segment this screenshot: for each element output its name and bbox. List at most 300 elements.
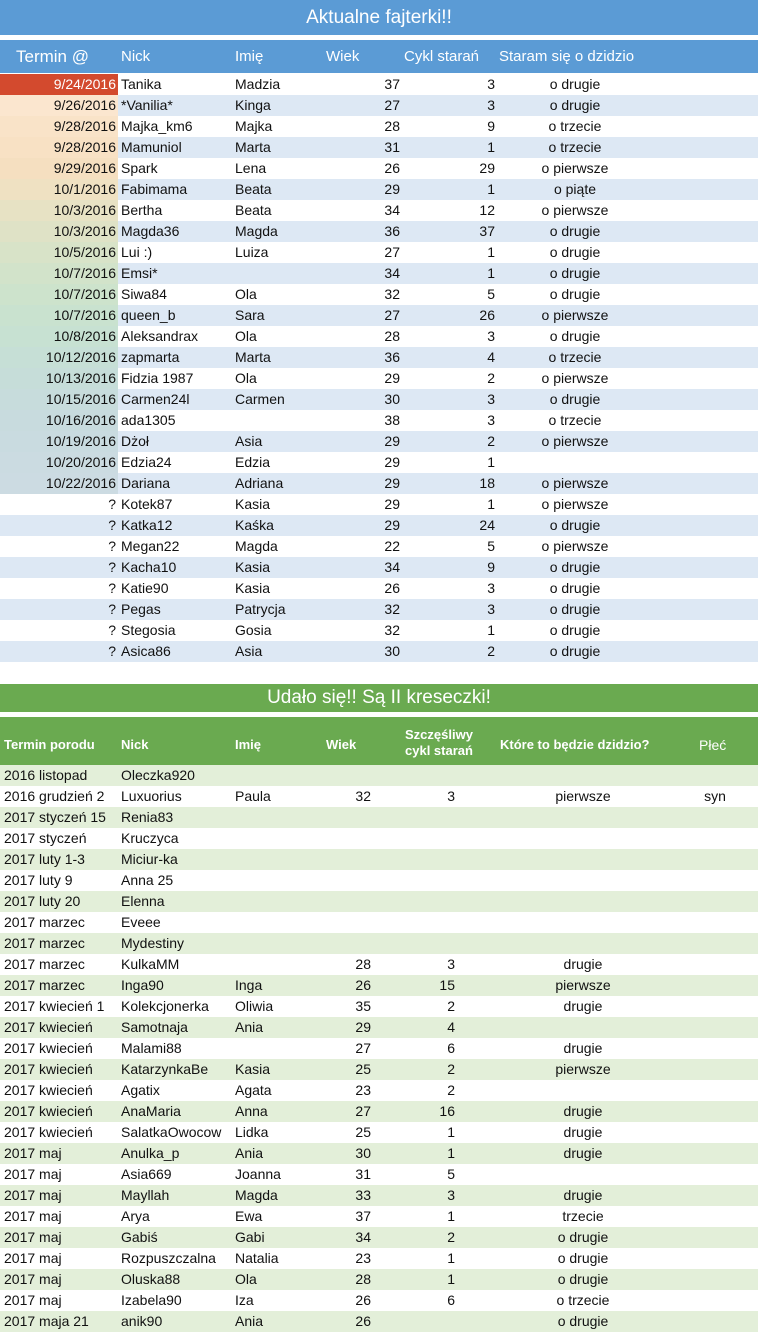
trying-cell: o pierwsze <box>541 160 609 176</box>
name-cell: Marta <box>235 139 271 155</box>
date-cell: 10/16/2016 <box>0 410 118 431</box>
table-row[interactable] <box>0 1164 758 1185</box>
table-row[interactable] <box>0 912 758 933</box>
date-cell: 10/20/2016 <box>0 452 118 473</box>
cycle-cell: 3 <box>487 601 495 617</box>
due-date-cell: 2017 styczeń <box>4 830 87 846</box>
cycle-cell: 4 <box>447 1019 455 1035</box>
table-row[interactable] <box>0 347 758 368</box>
trying-cell: o drugie <box>549 391 601 407</box>
table-row[interactable] <box>0 368 758 389</box>
cycle-cell: 2 <box>447 1082 455 1098</box>
table-row[interactable] <box>0 452 758 473</box>
nick-cell: Renia83 <box>121 809 174 825</box>
cycle-cell: 1 <box>487 244 495 260</box>
cycle-cell: 1 <box>447 1271 455 1287</box>
cycle-cell: 1 <box>447 1145 455 1161</box>
age-cell: 28 <box>355 1271 371 1287</box>
name-cell: Gosia <box>235 622 272 638</box>
table-row[interactable] <box>0 557 758 578</box>
nick-cell: Spark <box>121 160 158 176</box>
table-row[interactable] <box>0 263 758 284</box>
header-trying[interactable]: Staram się o dzidzio <box>499 48 635 65</box>
trying-cell: o drugie <box>549 643 601 659</box>
cycle-cell: 26 <box>479 307 495 323</box>
nick-cell: Majka_km6 <box>121 118 193 134</box>
name-cell: Luiza <box>235 244 269 260</box>
age-cell: 32 <box>355 788 371 804</box>
date-cell: ? <box>108 622 116 638</box>
table-row[interactable] <box>0 954 758 975</box>
which-cell: pierwsze <box>555 977 611 993</box>
section2-title: Udało się!! Są II kreseczki! <box>0 684 758 712</box>
due-date-cell: 2017 kwiecień <box>4 1061 93 1077</box>
date-cell: ? <box>108 601 116 617</box>
trying-cell: o pierwsze <box>541 475 609 491</box>
date-cell: 10/8/2016 <box>0 326 118 347</box>
table-row[interactable] <box>0 431 758 452</box>
nick-cell: Agatix <box>121 1082 160 1098</box>
table-row[interactable] <box>0 74 758 95</box>
header-cycle-line1[interactable]: Szczęśliwy <box>405 727 473 742</box>
nick-cell: SalatkaOwocow <box>121 1124 222 1140</box>
date-cell: 10/22/2016 <box>0 473 118 494</box>
due-date-cell: 2017 marzec <box>4 956 85 972</box>
table-row[interactable] <box>0 242 758 263</box>
date-cell: ? <box>108 517 116 533</box>
cycle-cell: 3 <box>487 97 495 113</box>
table-row[interactable] <box>0 849 758 870</box>
table-row[interactable] <box>0 1185 758 1206</box>
table-row[interactable] <box>0 1248 758 1269</box>
age-cell: 38 <box>384 412 400 428</box>
due-date-cell: 2017 kwiecień <box>4 1103 93 1119</box>
header-sex[interactable]: Płeć <box>699 737 727 753</box>
name-cell: Ewa <box>235 1208 263 1224</box>
age-cell: 26 <box>355 977 371 993</box>
cycle-cell: 1 <box>487 265 495 281</box>
age-cell: 28 <box>384 118 400 134</box>
due-date-cell: 2017 luty 1-3 <box>4 851 85 867</box>
age-cell: 37 <box>355 1208 371 1224</box>
due-date-cell: 2017 maj <box>4 1271 62 1287</box>
which-cell: o trzecie <box>556 1292 610 1308</box>
cycle-cell: 5 <box>487 538 495 554</box>
name-cell: Kaśka <box>235 517 274 533</box>
age-cell: 27 <box>355 1103 371 1119</box>
header-cycle[interactable]: Cykl starań <box>404 48 480 65</box>
header-cycle-line2[interactable]: cykl starań <box>405 743 473 758</box>
age-cell: 32 <box>384 286 400 302</box>
nick-cell: Dariana <box>121 475 171 491</box>
name-cell: Lidka <box>235 1124 269 1140</box>
age-cell: 29 <box>355 1019 371 1035</box>
which-cell: o drugie <box>557 1229 609 1245</box>
age-cell: 28 <box>355 956 371 972</box>
trying-cell: o pierwsze <box>541 202 609 218</box>
which-cell: trzecie <box>562 1208 604 1224</box>
cycle-cell: 2 <box>447 1061 455 1077</box>
nick-cell: Dżoł <box>121 433 150 449</box>
nick-cell: Fidzia 1987 <box>121 370 194 386</box>
name-cell: Ola <box>235 286 257 302</box>
cycle-cell: 2 <box>447 998 455 1014</box>
cycle-cell: 1 <box>447 1250 455 1266</box>
trying-cell: o drugie <box>549 622 601 638</box>
age-cell: 34 <box>384 559 400 575</box>
header-age[interactable]: Wiek <box>326 48 360 65</box>
nick-cell: Anna 25 <box>121 872 174 888</box>
trying-cell: o trzecie <box>548 139 602 155</box>
age-cell: 34 <box>384 265 400 281</box>
name-cell: Asia <box>235 643 263 659</box>
cycle-cell: 3 <box>487 328 495 344</box>
age-cell: 30 <box>384 643 400 659</box>
date-cell: 10/19/2016 <box>0 431 118 452</box>
age-cell: 23 <box>355 1250 371 1266</box>
section2-table <box>0 765 758 1332</box>
cycle-cell: 9 <box>487 559 495 575</box>
name-cell: Kasia <box>235 1061 271 1077</box>
age-cell: 22 <box>384 538 400 554</box>
age-cell: 31 <box>355 1166 371 1182</box>
nick-cell: queen_b <box>121 307 176 323</box>
cycle-cell: 1 <box>447 1124 455 1140</box>
cycle-cell: 1 <box>487 139 495 155</box>
age-cell: 27 <box>384 307 400 323</box>
nick-cell: Elenna <box>121 893 165 909</box>
cycle-cell: 5 <box>447 1166 455 1182</box>
header-name[interactable]: Imię <box>235 737 262 752</box>
trying-cell: o pierwsze <box>541 538 609 554</box>
table-row[interactable] <box>0 1143 758 1164</box>
date-cell: 10/15/2016 <box>0 389 118 410</box>
table-row[interactable] <box>0 1059 758 1080</box>
table-row[interactable] <box>0 1122 758 1143</box>
cycle-cell: 1 <box>487 622 495 638</box>
table-row[interactable] <box>0 786 758 807</box>
table-row[interactable] <box>0 305 758 326</box>
trying-cell: o drugie <box>549 265 601 281</box>
date-cell: ? <box>108 580 116 596</box>
age-cell: 29 <box>384 475 400 491</box>
age-cell: 25 <box>355 1124 371 1140</box>
trying-cell: o drugie <box>549 286 601 302</box>
cycle-cell: 1 <box>487 496 495 512</box>
which-cell: o drugie <box>557 1271 609 1287</box>
cycle-cell: 15 <box>439 977 455 993</box>
nick-cell: Anulka_p <box>121 1145 180 1161</box>
due-date-cell: 2017 kwiecień <box>4 1019 93 1035</box>
trying-cell: o drugie <box>549 328 601 344</box>
sex-cell: syn <box>704 788 726 804</box>
age-cell: 34 <box>384 202 400 218</box>
table-row[interactable] <box>0 200 758 221</box>
date-cell: ? <box>108 643 116 659</box>
nick-cell: Asia669 <box>121 1166 172 1182</box>
table-row[interactable] <box>0 828 758 849</box>
table-row[interactable] <box>0 1038 758 1059</box>
name-cell: Joanna <box>235 1166 281 1182</box>
cycle-cell: 37 <box>479 223 495 239</box>
trying-cell: o drugie <box>549 601 601 617</box>
due-date-cell: 2017 maj <box>4 1229 62 1245</box>
table-row[interactable] <box>0 641 758 662</box>
nick-cell: Kotek87 <box>121 496 173 512</box>
table-row[interactable] <box>0 870 758 891</box>
nick-cell: Rozpuszczalna <box>121 1250 216 1266</box>
name-cell: Oliwia <box>235 998 274 1014</box>
header-nick[interactable]: Nick <box>121 737 149 752</box>
nick-cell: zapmarta <box>121 349 180 365</box>
name-cell: Beata <box>235 181 272 197</box>
due-date-cell: 2017 styczeń 15 <box>4 809 106 825</box>
which-cell: pierwsze <box>555 788 611 804</box>
cycle-cell: 3 <box>447 956 455 972</box>
section2-header-row <box>0 717 758 767</box>
due-date-cell: 2016 grudzień 2 <box>4 788 105 804</box>
cycle-cell: 2 <box>487 370 495 386</box>
header-date[interactable]: Termin @ <box>16 47 89 66</box>
age-cell: 30 <box>384 391 400 407</box>
nick-cell: Edzia24 <box>121 454 172 470</box>
table-row[interactable] <box>0 326 758 347</box>
trying-cell: o pierwsze <box>541 307 609 323</box>
due-date-cell: 2017 marzec <box>4 935 85 951</box>
which-cell: drugie <box>563 1187 603 1203</box>
cycle-cell: 5 <box>487 286 495 302</box>
table-row[interactable] <box>0 158 758 179</box>
table-row[interactable] <box>0 536 758 557</box>
due-date-cell: 2017 maj <box>4 1292 62 1308</box>
nick-cell: Arya <box>121 1208 150 1224</box>
header-which[interactable]: Które to będzie dzidzio? <box>500 737 650 752</box>
due-date-cell: 2017 kwiecień <box>4 1124 93 1140</box>
table-row[interactable] <box>0 975 758 996</box>
cycle-cell: 18 <box>479 475 495 491</box>
nick-cell: Gabiś <box>121 1229 158 1245</box>
table-row[interactable] <box>0 515 758 536</box>
nick-cell: Luxuorius <box>121 788 182 804</box>
which-cell: drugie <box>563 1040 603 1056</box>
table-row[interactable] <box>0 473 758 494</box>
trying-cell: o drugie <box>549 97 601 113</box>
nick-cell: Magda36 <box>121 223 180 239</box>
date-cell: 9/24/2016 <box>0 74 118 95</box>
age-cell: 36 <box>384 223 400 239</box>
name-cell: Majka <box>235 118 273 134</box>
age-cell: 26 <box>384 580 400 596</box>
due-date-cell: 2016 listopad <box>4 767 88 783</box>
table-row[interactable] <box>0 599 758 620</box>
age-cell: 25 <box>355 1061 371 1077</box>
date-cell: 9/28/2016 <box>0 137 118 158</box>
which-cell: drugie <box>563 1145 603 1161</box>
nick-cell: Fabimama <box>121 181 188 197</box>
table-row[interactable] <box>0 179 758 200</box>
which-cell: o drugie <box>557 1313 609 1329</box>
age-cell: 29 <box>384 181 400 197</box>
age-cell: 29 <box>384 454 400 470</box>
name-cell: Iza <box>235 1292 254 1308</box>
age-cell: 30 <box>355 1145 371 1161</box>
cycle-cell: 2 <box>487 643 495 659</box>
name-cell: Natalia <box>235 1250 279 1266</box>
name-cell: Agata <box>235 1082 272 1098</box>
date-cell: ? <box>108 496 116 512</box>
cycle-cell: 2 <box>447 1229 455 1245</box>
due-date-cell: 2017 maj <box>4 1145 62 1161</box>
date-cell: 10/12/2016 <box>0 347 118 368</box>
age-cell: 35 <box>355 998 371 1014</box>
table-row[interactable] <box>0 116 758 137</box>
table-row[interactable] <box>0 807 758 828</box>
due-date-cell: 2017 luty 9 <box>4 872 73 888</box>
age-cell: 36 <box>384 349 400 365</box>
table-row[interactable] <box>0 578 758 599</box>
nick-cell: KulkaMM <box>121 956 180 972</box>
table-row[interactable] <box>0 137 758 158</box>
nick-cell: Stegosia <box>121 622 176 638</box>
table-row[interactable] <box>0 1017 758 1038</box>
trying-cell: o pierwsze <box>541 433 609 449</box>
trying-cell: o piąte <box>553 181 597 197</box>
table-row[interactable] <box>0 996 758 1017</box>
table-row[interactable] <box>0 1290 758 1311</box>
table-row[interactable] <box>0 95 758 116</box>
age-cell: 28 <box>384 328 400 344</box>
name-cell: Kinga <box>235 97 271 113</box>
table-row[interactable] <box>0 1101 758 1122</box>
cycle-cell: 16 <box>439 1103 455 1119</box>
nick-cell: Izabela90 <box>121 1292 182 1308</box>
nick-cell: anik90 <box>121 1313 163 1329</box>
table-row[interactable] <box>0 1206 758 1227</box>
nick-cell: Pegas <box>121 601 161 617</box>
cycle-cell: 29 <box>479 160 495 176</box>
cycle-cell: 6 <box>447 1040 455 1056</box>
table-row[interactable] <box>0 891 758 912</box>
which-cell: drugie <box>563 956 603 972</box>
nick-cell: Mamuniol <box>121 139 182 155</box>
table-row[interactable] <box>0 389 758 410</box>
name-cell: Magda <box>235 538 278 554</box>
name-cell: Magda <box>235 223 278 239</box>
name-cell: Ania <box>235 1313 264 1329</box>
name-cell: Asia <box>235 433 263 449</box>
header-age[interactable]: Wiek <box>326 737 357 752</box>
name-cell: Edzia <box>235 454 271 470</box>
age-cell: 31 <box>384 139 400 155</box>
nick-cell: Katie90 <box>121 580 169 596</box>
table-row[interactable] <box>0 494 758 515</box>
cycle-cell: 3 <box>447 1187 455 1203</box>
name-cell: Sara <box>235 307 265 323</box>
nick-cell: AnaMaria <box>121 1103 181 1119</box>
nick-cell: *Vanilia* <box>121 97 173 113</box>
table-row[interactable] <box>0 284 758 305</box>
name-cell: Beata <box>235 202 272 218</box>
table-row[interactable] <box>0 1080 758 1101</box>
due-date-cell: 2017 maj <box>4 1250 62 1266</box>
date-cell: 9/28/2016 <box>0 116 118 137</box>
date-cell: 10/3/2016 <box>0 200 118 221</box>
due-date-cell: 2017 maj <box>4 1208 62 1224</box>
age-cell: 26 <box>384 160 400 176</box>
due-date-cell: 2017 maj <box>4 1166 62 1182</box>
nick-cell: Kolekcjonerka <box>121 998 209 1014</box>
age-cell: 23 <box>355 1082 371 1098</box>
nick-cell: Katka12 <box>121 517 173 533</box>
name-cell: Gabi <box>235 1229 265 1245</box>
header-nick[interactable]: Nick <box>121 48 151 65</box>
cycle-cell: 3 <box>487 412 495 428</box>
nick-cell: Mayllah <box>121 1187 170 1203</box>
table-row[interactable] <box>0 410 758 431</box>
trying-cell: o pierwsze <box>541 496 609 512</box>
section1-header-row <box>0 40 758 73</box>
nick-cell: Emsi* <box>121 265 158 281</box>
cycle-cell: 4 <box>487 349 495 365</box>
due-date-cell: 2017 maj <box>4 1187 62 1203</box>
date-cell: 10/3/2016 <box>0 221 118 242</box>
table-row[interactable] <box>0 620 758 641</box>
age-cell: 27 <box>384 97 400 113</box>
cycle-cell: 24 <box>479 517 495 533</box>
age-cell: 29 <box>384 496 400 512</box>
trying-cell: o pierwsze <box>541 370 609 386</box>
table-row[interactable] <box>0 1269 758 1290</box>
cycle-cell: 9 <box>487 118 495 134</box>
which-cell: drugie <box>563 1124 603 1140</box>
age-cell: 26 <box>355 1292 371 1308</box>
table-row[interactable] <box>0 765 758 786</box>
table-row[interactable] <box>0 1311 758 1332</box>
age-cell: 34 <box>355 1229 371 1245</box>
cycle-cell: 1 <box>487 454 495 470</box>
date-cell: ? <box>108 559 116 575</box>
due-date-cell: 2017 kwiecień 1 <box>4 998 105 1014</box>
name-cell: Lena <box>235 160 267 176</box>
nick-cell: Malami88 <box>121 1040 182 1056</box>
which-cell: pierwsze <box>555 1061 611 1077</box>
nick-cell: ada1305 <box>121 412 176 428</box>
nick-cell: Miciur-ka <box>121 851 178 867</box>
which-cell: o drugie <box>557 1250 609 1266</box>
nick-cell: Eveee <box>121 914 161 930</box>
table-row[interactable] <box>0 221 758 242</box>
header-name[interactable]: Imię <box>235 48 264 65</box>
nick-cell: Tanika <box>121 76 162 92</box>
due-date-cell: 2017 luty 20 <box>4 893 81 909</box>
name-cell: Kasia <box>235 496 271 512</box>
due-date-cell: 2017 kwiecień <box>4 1082 93 1098</box>
table-row[interactable] <box>0 933 758 954</box>
header-due-date[interactable]: Termin porodu <box>4 737 95 752</box>
cycle-cell: 12 <box>479 202 495 218</box>
trying-cell: o drugie <box>549 559 601 575</box>
cycle-cell: 3 <box>447 788 455 804</box>
age-cell: 37 <box>384 76 400 92</box>
date-cell: 9/29/2016 <box>0 158 118 179</box>
date-cell: 10/1/2016 <box>0 179 118 200</box>
age-cell: 29 <box>384 433 400 449</box>
table-row[interactable] <box>0 1227 758 1248</box>
nick-cell: KatarzynkaBe <box>121 1061 209 1077</box>
date-cell: 10/5/2016 <box>0 242 118 263</box>
nick-cell: Asica86 <box>121 643 171 659</box>
date-cell: 10/7/2016 <box>0 305 118 326</box>
